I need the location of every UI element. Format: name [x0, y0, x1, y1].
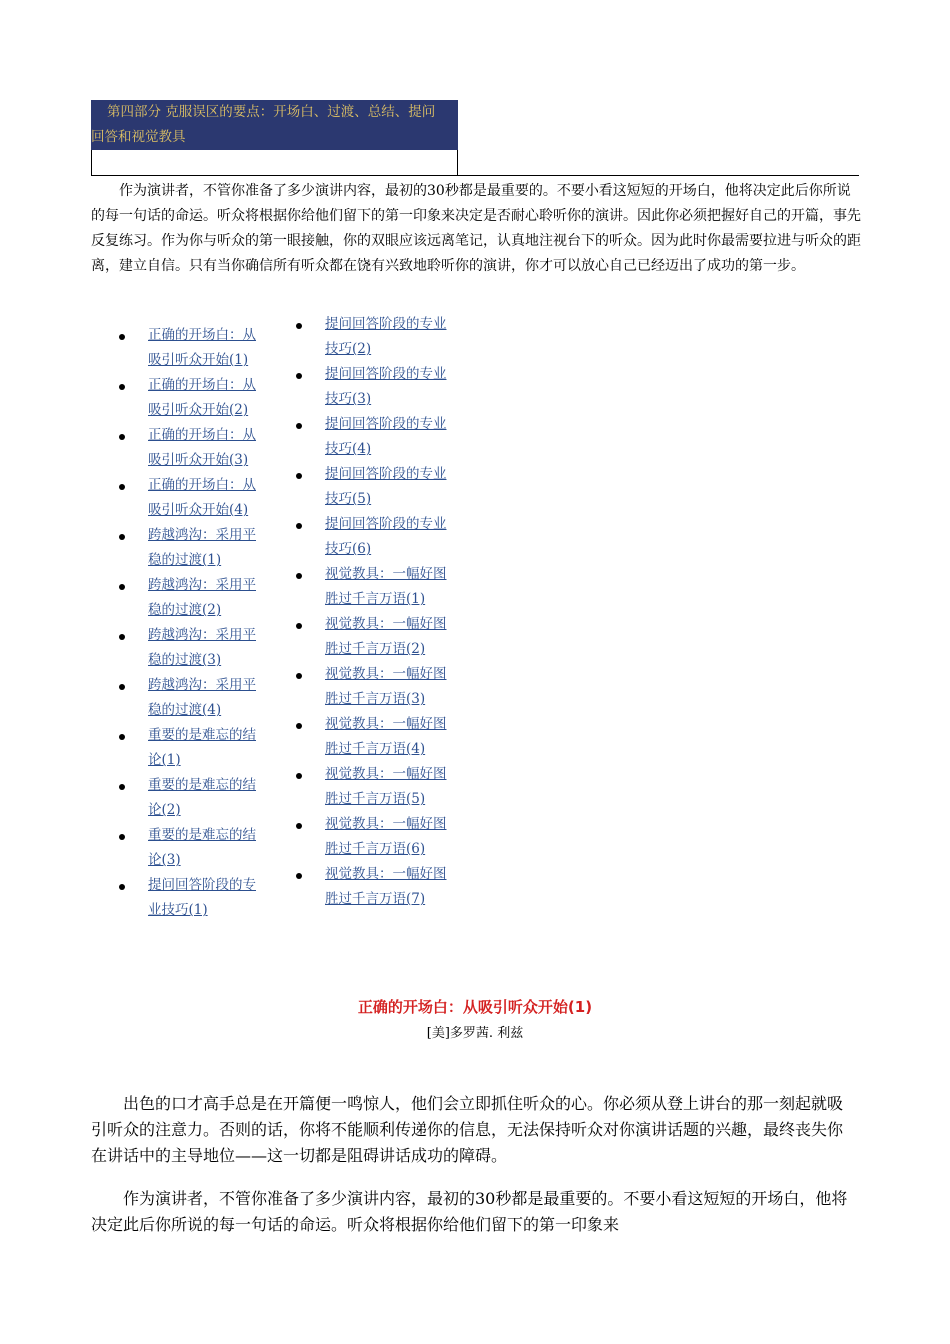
article-link-line1: 正确的开场白：从 [148, 327, 256, 343]
link-list-item [296, 562, 461, 612]
article-link-line2: 胜过千言万语(6) [325, 841, 426, 857]
link-list-item [119, 673, 269, 723]
article-link-line1: 提问回答阶段的专业 [325, 416, 447, 432]
article-link-line1: 视觉教具：一幅好图 [325, 666, 447, 682]
link-list-item [296, 862, 461, 912]
article-link[interactable] [325, 762, 461, 812]
article-link-line2: 技巧(3) [325, 391, 372, 407]
article-link[interactable] [148, 573, 269, 623]
link-list-item [296, 512, 461, 562]
article-link-line1: 重要的是难忘的结 [148, 777, 256, 793]
article-link-line1: 视觉教具：一幅好图 [325, 716, 447, 732]
link-list-item [119, 823, 269, 873]
bullet-icon [296, 723, 302, 729]
article-link-line1: 提问回答阶段的专 [148, 877, 256, 893]
link-list-item [119, 773, 269, 823]
link-list-item [296, 762, 461, 812]
bullet-icon [296, 373, 302, 379]
article-link-line2: 论(3) [148, 852, 181, 868]
article-link[interactable] [325, 412, 461, 462]
article-link-line1: 重要的是难忘的结 [148, 827, 256, 843]
link-list-left [119, 323, 269, 923]
bullet-icon [296, 873, 302, 879]
bullet-icon [119, 484, 125, 490]
article-link-line2: 吸引听众开始(2) [148, 402, 249, 418]
article-link-line2: 技巧(6) [325, 541, 372, 557]
header-divider [91, 175, 859, 176]
article-link-line1: 重要的是难忘的结 [148, 727, 256, 743]
header-frame [91, 150, 458, 175]
article-link-line1: 提问回答阶段的专业 [325, 466, 447, 482]
link-list-item [296, 412, 461, 462]
article-link-line1: 正确的开场白：从 [148, 427, 256, 443]
link-list-item [119, 373, 269, 423]
article-link-line2: 胜过千言万语(1) [325, 591, 426, 607]
article-link-line1: 视觉教具：一幅好图 [325, 816, 447, 832]
article-link-line1: 视觉教具：一幅好图 [325, 566, 447, 582]
bullet-icon [119, 734, 125, 740]
bullet-icon [119, 884, 125, 890]
article-paragraph-2: 作为演讲者，不管你准备了多少演讲内容，最初的30秒都是最重要的。不要小看这短短的开场白，他将决定此后你所说的每一句话的命运。听众将根据你给他们留下的第一印象来 [91, 1189, 848, 1234]
article-link-line2: 胜过千言万语(3) [325, 691, 426, 707]
link-list-item [119, 523, 269, 573]
article-link[interactable] [148, 373, 269, 423]
article-link-line1: 提问回答阶段的专业 [325, 516, 447, 532]
intro-paragraph: 作为演讲者，不管你准备了多少演讲内容，最初的30秒都是最重要的。不要小看这短短的开场白，他将决定此后你所说的每一句话的命运。听众将根据你给他们留下的第一印象来决定是否耐心聆听你的演讲。因此你必须把握好自己的开篇，事先反复练习。作为你与听众的第一眼接触，你的双眼应该远离笔记，认真地注视台下的听众。因为此时你最需要拉进与听众的距离，建立自信。只有当你确信所有听众都在饶有兴致地聆听你的演讲，你才可以放心自己已经迈出了成功的第一步。 [91, 183, 861, 274]
link-list-item [296, 662, 461, 712]
article-link[interactable] [148, 423, 269, 473]
link-list-item [119, 323, 269, 373]
bullet-icon [119, 684, 125, 690]
article-link[interactable] [325, 612, 461, 662]
article-link-line2: 吸引听众开始(1) [148, 352, 249, 368]
bullet-icon [296, 323, 302, 329]
link-list-item [296, 812, 461, 862]
link-list-item [119, 723, 269, 773]
link-list-item [296, 362, 461, 412]
article-link-line2: 胜过千言万语(5) [325, 791, 426, 807]
article-link[interactable] [148, 723, 269, 773]
article-link[interactable] [325, 312, 461, 362]
article-link-line2: 技巧(2) [325, 341, 372, 357]
article-link-line1: 跨越鸿沟：采用平 [148, 627, 256, 643]
article-paragraph-1: 出色的口才高手总是在开篇便一鸣惊人，他们会立即抓住听众的心。你必须从登上讲台的那一刻起就吸引听众的注意力。否则的话，你将不能顺利传递你的信息，无法保持听众对你演讲话题的兴趣，最终丧失你在讲话中的主导地位——这一切都是阻碍讲话成功的障碍。 [91, 1094, 844, 1165]
article-link[interactable] [325, 862, 461, 912]
link-list-item [119, 623, 269, 673]
link-list-right [296, 312, 461, 912]
link-list-item [296, 712, 461, 762]
article-link[interactable] [148, 823, 269, 873]
article-title: 正确的开场白：从吸引听众开始(1) [357, 998, 593, 1016]
article-link-line2: 稳的过渡(2) [148, 602, 222, 618]
article-link-line2: 稳的过渡(3) [148, 652, 222, 668]
article-link-line2: 论(1) [148, 752, 181, 768]
link-list-item [296, 612, 461, 662]
bullet-icon [296, 773, 302, 779]
article-link[interactable] [325, 662, 461, 712]
bullet-icon [119, 584, 125, 590]
link-list-item [119, 573, 269, 623]
article-author: [美]多罗茜. 利兹 [426, 1026, 524, 1041]
article-link-line2: 技巧(4) [325, 441, 372, 457]
article-link-line1: 提问回答阶段的专业 [325, 316, 447, 332]
article-link-line2: 吸引听众开始(4) [148, 502, 249, 518]
bullet-icon [296, 423, 302, 429]
article-link[interactable] [148, 673, 269, 723]
bullet-icon [119, 784, 125, 790]
bullet-icon [296, 573, 302, 579]
article-link-line2: 技巧(5) [325, 491, 372, 507]
bullet-icon [119, 634, 125, 640]
article-link[interactable] [148, 773, 269, 823]
article-link-line2: 吸引听众开始(3) [148, 452, 249, 468]
bullet-icon [119, 334, 125, 340]
link-list-item [296, 462, 461, 512]
article-link[interactable] [148, 873, 269, 923]
bullet-icon [119, 434, 125, 440]
article-link-line1: 视觉教具：一幅好图 [325, 766, 447, 782]
section-header-line2: 回答和视觉教具 [91, 129, 186, 145]
article-link-line1: 提问回答阶段的专业 [325, 366, 447, 382]
article-link-line1: 跨越鸿沟：采用平 [148, 677, 256, 693]
article-link[interactable] [325, 562, 461, 612]
bullet-icon [296, 473, 302, 479]
bullet-icon [296, 523, 302, 529]
article-link-line2: 论(2) [148, 802, 181, 818]
link-list-item [296, 312, 461, 362]
link-list-item [119, 873, 269, 923]
article-link-line1: 正确的开场白：从 [148, 477, 256, 493]
bullet-icon [296, 623, 302, 629]
bullet-icon [296, 823, 302, 829]
article-link[interactable] [325, 512, 461, 562]
article-link[interactable] [148, 323, 269, 373]
article-link[interactable] [325, 712, 461, 762]
article-link[interactable] [148, 473, 269, 523]
article-link-line1: 跨越鸿沟：采用平 [148, 527, 256, 543]
article-link[interactable] [325, 362, 461, 412]
article-link-line2: 胜过千言万语(4) [325, 741, 426, 757]
article-link[interactable] [148, 623, 269, 673]
bullet-icon [119, 384, 125, 390]
article-link[interactable] [325, 462, 461, 512]
article-link-line1: 视觉教具：一幅好图 [325, 866, 447, 882]
bullet-icon [296, 673, 302, 679]
article-link-line1: 跨越鸿沟：采用平 [148, 577, 256, 593]
bullet-icon [119, 534, 125, 540]
article-link-line1: 视觉教具：一幅好图 [325, 616, 447, 632]
article-link-line1: 正确的开场白：从 [148, 377, 256, 393]
article-link[interactable] [325, 812, 461, 862]
link-list-item [119, 473, 269, 523]
article-link-line2: 胜过千言万语(7) [325, 891, 426, 907]
article-link-line2: 稳的过渡(4) [148, 702, 222, 718]
article-link-line2: 胜过千言万语(2) [325, 641, 426, 657]
bullet-icon [119, 834, 125, 840]
section-header-line1: 第四部分 克服误区的要点：开场白、过渡、总结、提问 [107, 104, 436, 120]
article-link-line2: 稳的过渡(1) [148, 552, 222, 568]
article-link-line2: 业技巧(1) [148, 902, 208, 918]
link-list-item [119, 423, 269, 473]
section-header [91, 100, 458, 150]
article-link[interactable] [148, 523, 269, 573]
